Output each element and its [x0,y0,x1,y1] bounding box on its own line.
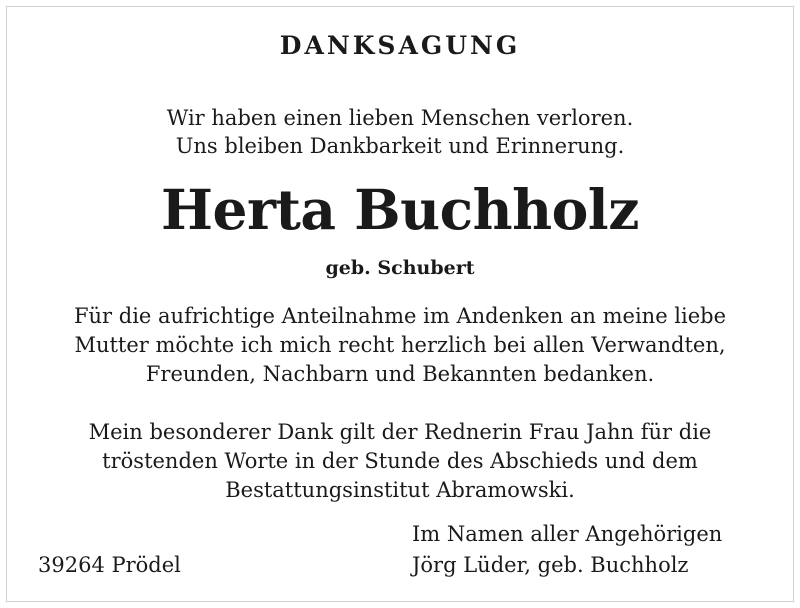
signature-line: Jörg Lüder, geb. Buchholz [412,553,689,577]
paragraph-line: Mein besonderer Dank gilt der Rednerin Frau Jahn für die [88,420,712,444]
special-thanks-paragraph [0,418,800,505]
intro-line: Wir haben einen lieben Menschen verloren. [166,106,634,130]
paragraph-line: Bestattungsinstitut Abramowski. [225,478,575,502]
paragraph-line: Mutter möchte ich mich recht herzlich bei allen Verwandten, [74,333,726,357]
signature-line: Im Namen aller Angehörigen [412,522,723,546]
deceased-name: Herta Buchholz [161,177,639,242]
intro-text [0,104,800,160]
maiden-name: geb. Schubert [325,257,475,279]
paragraph-line: Für die aufrichtige Anteilnahme im Andenken an meine liebe [73,304,727,328]
paragraph-line: Freunden, Nachbarn und Bekannten bedanken. [145,362,655,386]
paragraph-line: tröstenden Worte in der Stunde des Abschieds und dem [102,449,698,473]
notice-heading: DANKSAGUNG [279,31,521,60]
location-text: 39264 Prödel [38,553,181,577]
intro-line: Uns bleiben Dankbarkeit und Erinnerung. [175,134,625,158]
thanks-paragraph [0,302,800,389]
signature-block [412,519,722,581]
